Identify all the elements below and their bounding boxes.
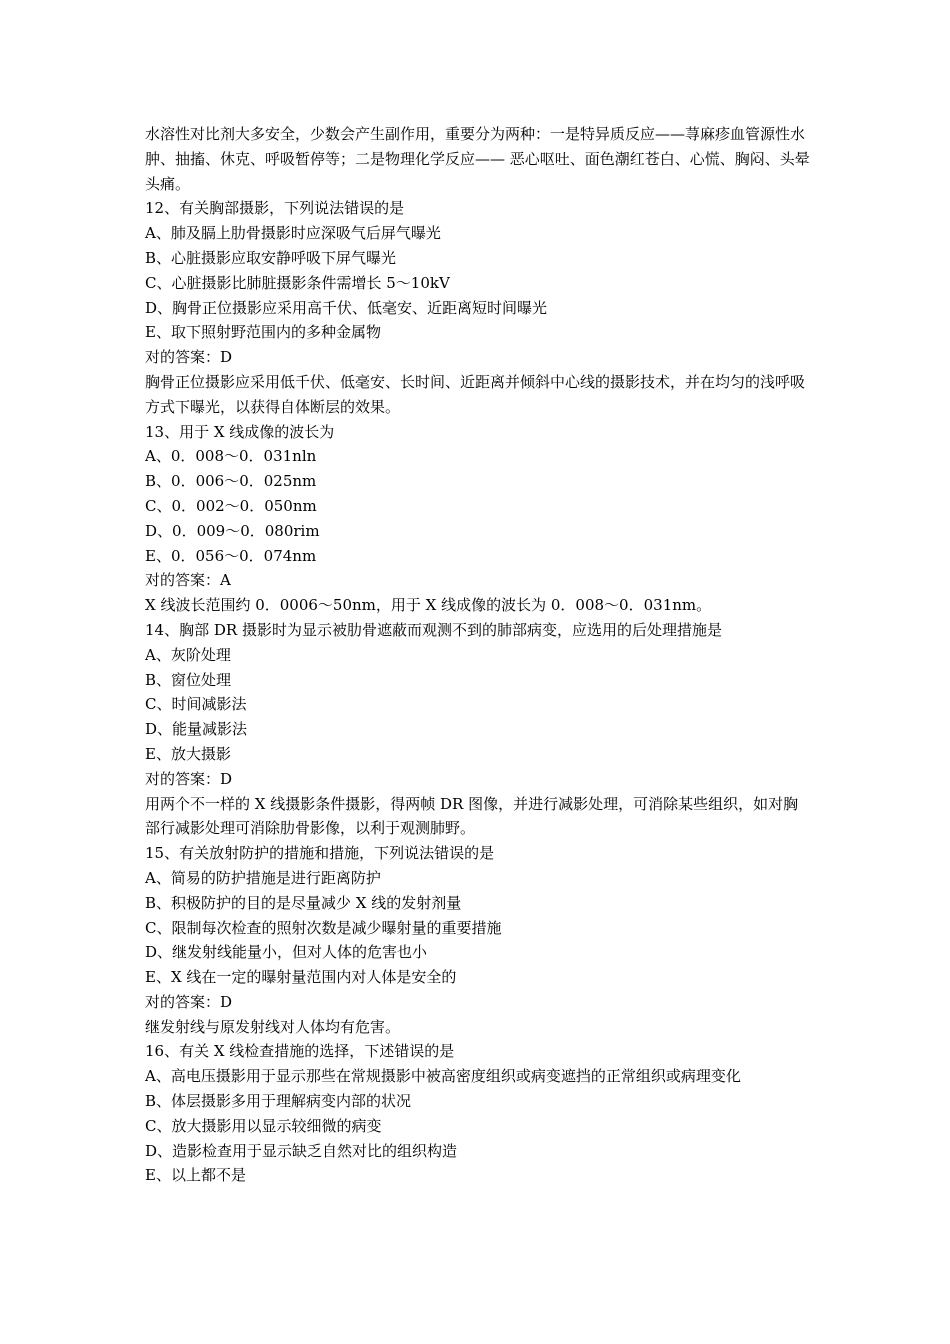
- question-13: 13、用于 X 线成像的波长为: [145, 422, 335, 441]
- paragraph-contrast-agent: 水溶性对比剂大多安全，少数会产生副作用，重要分为两种：一是特异质反应——荨麻疹血管源性水肿、抽搐、休克、呼吸暂停等；二是物理化学反应—— 恶心呕吐、面色潮红苍白、心慌、胸闷、头晕头痛。: [145, 125, 810, 193]
- answer-15: 对的答案：D: [145, 992, 233, 1011]
- question-14: 14、胸部 DR 摄影时为显示被肋骨遮蔽而观测不到的肺部病变，应选用的后处理措施是: [145, 620, 722, 639]
- option-15-d: D、继发射线能量小，但对人体的危害也小: [145, 943, 428, 962]
- option-16-c: C、放大摄影用以显示较细微的病变: [145, 1116, 382, 1135]
- option-15-b: B、积极防护的目的是尽量减少 X 线的发射剂量: [145, 893, 462, 912]
- option-14-d: D、能量减影法: [145, 720, 248, 739]
- explanation-12: 胸骨正位摄影应采用低千伏、低毫安、长时间、近距离并倾斜中心线的摄影技术，并在均匀的浅呼吸方式下曝光，以获得自体断层的效果。: [145, 372, 806, 416]
- option-16-b: B、体层摄影多用于理解病变内部的状况: [145, 1092, 412, 1111]
- answer-13: 对的答案：A: [145, 571, 231, 590]
- explanation-14: 用两个不一样的 X 线摄影条件摄影，得两帧 DR 图像，并进行减影处理，可消除某些组织，如对胸部行减影处理可消除肋骨影像，以利于观测肺野。: [145, 794, 799, 838]
- question-12: 12、有关胸部摄影，下列说法错误的是: [145, 199, 405, 218]
- option-14-a: A、灰阶处理: [145, 645, 231, 664]
- option-14-e: E、放大摄影: [145, 744, 231, 763]
- option-15-e: E、X 线在一定的曝射量范围内对人体是安全的: [145, 968, 457, 987]
- option-13-a: A、0．008～0．031nln: [145, 447, 317, 466]
- option-16-e: E、以上都不是: [145, 1166, 246, 1185]
- option-12-d: D、胸骨正位摄影应采用高千伏、低毫安、近距离短时间曝光: [145, 298, 548, 317]
- option-12-a: A、肺及膈上肋骨摄影时应深吸气后屏气曝光: [145, 224, 441, 243]
- question-16: 16、有关 X 线检查措施的选择，下述错误的是: [145, 1042, 455, 1061]
- option-15-a: A、简易的防护措施是进行距离防护: [145, 868, 381, 887]
- option-13-b: B、0．006～0．025nm: [145, 472, 317, 491]
- explanation-15: 继发射线与原发射线对人体均有危害。: [145, 1017, 401, 1036]
- option-14-c: C、时间减影法: [145, 695, 247, 714]
- explanation-13: X 线波长范围约 0．0006～50nm，用于 X 线成像的波长为 0．008～0．031nm。: [145, 596, 712, 615]
- option-12-b: B、心脏摄影应取安静呼吸下屏气曝光: [145, 248, 397, 267]
- answer-12: 对的答案：D: [145, 348, 233, 367]
- option-16-d: D、造影检查用于显示缺乏自然对比的组织构造: [145, 1141, 458, 1160]
- option-16-a: A、高电压摄影用于显示那些在常规摄影中被高密度组织或病变遮挡的正常组织或病理变化: [145, 1067, 741, 1086]
- option-13-e: E、0．056～0．074nm: [145, 546, 317, 565]
- option-12-e: E、取下照射野范围内的多种金属物: [145, 323, 381, 342]
- option-13-d: D、0．009～0．080rim: [145, 521, 320, 540]
- question-15: 15、有关放射防护的措施和措施，下列说法错误的是: [145, 844, 495, 863]
- option-14-b: B、窗位处理: [145, 670, 232, 689]
- option-13-c: C、0．002～0．050nm: [145, 496, 317, 515]
- answer-14: 对的答案：D: [145, 769, 233, 788]
- option-12-c: C、心脏摄影比肺脏摄影条件需增长 5～10kV: [145, 273, 450, 292]
- document-page: [145, 122, 810, 1188]
- option-15-c: C、限制每次检查的照射次数是减少曝射量的重要措施: [145, 918, 502, 937]
